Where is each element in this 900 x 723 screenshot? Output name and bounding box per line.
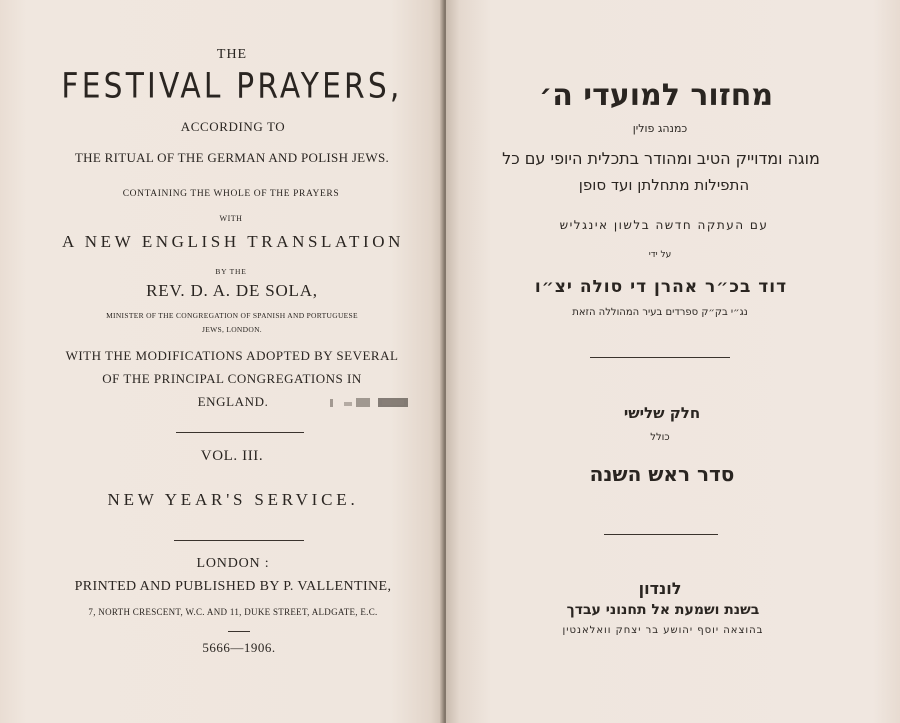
publication-year: 5666—1906. <box>202 640 276 655</box>
according-to: ACCORDING TO <box>180 119 286 134</box>
hebrew-year-line: בשנת ושמעת אל תחנוני עבדך <box>566 602 760 618</box>
hebrew-imprint-city: לונדון <box>638 579 682 598</box>
with-line: WITH <box>219 214 243 223</box>
book-title: FESTIVAL PRAYERS, <box>61 65 403 106</box>
publisher-line: PRINTED AND PUBLISHED BY P. VALLENTINE, <box>74 579 392 594</box>
publisher-address: 7, NORTH CRESCENT, W.C. AND 11, DUKE STREET, ALDGATE, E.C. <box>88 607 378 617</box>
modifications-line: WITH THE MODIFICATIONS ADOPTED BY SEVERAL <box>65 348 399 363</box>
divider-rule <box>174 540 304 541</box>
divider-rule <box>176 432 304 433</box>
by-the-line: BY THE <box>215 267 247 276</box>
containing-line: CONTAINING THE WHOLE OF THE PRAYERS <box>122 189 340 199</box>
title-the: THE <box>216 47 248 62</box>
divider-rule <box>604 534 718 535</box>
hebrew-author-title: נג״י בק״ק ספרדים בעיר המהוללה הזאת <box>572 307 748 318</box>
service-title: NEW YEAR'S SERVICE. <box>107 490 359 509</box>
hebrew-publisher-line: בהוצאה יוסף יהושע בר יצחק וואלאנטין <box>562 625 764 636</box>
hebrew-translation-line: עם העתקה חדשה בלשון אינגליש <box>559 218 769 232</box>
hebrew-kolel: כולל <box>650 432 670 443</box>
hebrew-hatefilot-line: התפילות מתחלתן ועד סופן <box>578 176 750 194</box>
principal-congregations-line: OF THE PRINCIPAL CONGREGATIONS IN <box>102 371 362 386</box>
imprint-city: LONDON : <box>196 556 270 571</box>
hebrew-al-yedei: על ידי <box>648 250 672 260</box>
minister-line: MINISTER OF THE CONGREGATION OF SPANISH AND PORTUGUESE <box>106 311 358 320</box>
hebrew-mugah-line: מוגה ומדוייק הטיב ומהודר בתכלית היופי עם כל <box>502 149 820 168</box>
left-page <box>0 0 444 723</box>
hebrew-title: מחזור למועדי ה׳ <box>538 78 774 113</box>
volume-label: VOL. III. <box>200 448 264 464</box>
author-name: REV. D. A. DE SOLA, <box>146 281 318 300</box>
hebrew-minhag: כמנהג פולין <box>632 122 688 135</box>
divider-rule <box>228 631 250 632</box>
new-translation-line: A NEW ENGLISH TRANSLATION <box>61 232 404 251</box>
ritual-line: THE RITUAL OF THE GERMAN AND POLISH JEWS. <box>74 150 390 165</box>
england-line: ENGLAND. <box>197 394 269 409</box>
hebrew-author: דוד בכ״ר אהרן די סולה יצ״ו <box>534 277 788 297</box>
library-stamp-icon <box>330 396 412 410</box>
divider-rule <box>590 357 730 358</box>
hebrew-service-title: סדר ראש השנה <box>589 462 735 486</box>
jews-london-line: JEWS, LONDON. <box>202 325 262 334</box>
hebrew-volume: חלק שלישי <box>623 404 701 422</box>
